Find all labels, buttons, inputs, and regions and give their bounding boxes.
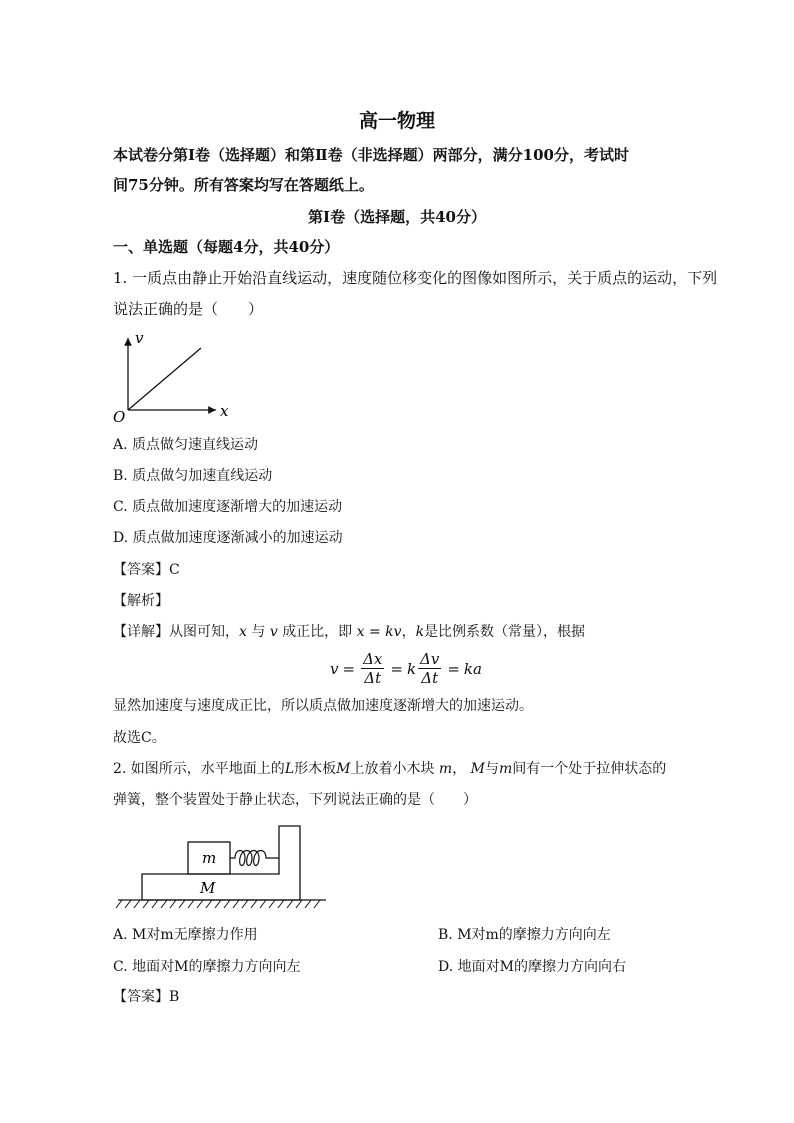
q1-detail-text-a: 【详解】从图可知， bbox=[113, 624, 239, 640]
part-title: 一、单选题（每题4分，共40分） bbox=[113, 238, 340, 256]
q1-detail-text-b: 与 bbox=[251, 624, 266, 640]
q1-y-axis-label: v bbox=[135, 329, 144, 347]
q1-formula-den-1: Δt bbox=[364, 669, 382, 687]
q1-formula bbox=[330, 650, 482, 687]
q2-stem-var-M2: M bbox=[470, 761, 485, 777]
q2-stem-var-m2: m bbox=[498, 761, 513, 777]
q1-formula-lhs: v bbox=[330, 659, 339, 678]
q1-option-d: D. 质点做加速度逐渐减小的加速运动 bbox=[113, 530, 343, 546]
q2-option-c: C. 地面对M的摩擦力方向向左 bbox=[113, 959, 301, 975]
q1-origin-label: O bbox=[113, 408, 126, 426]
q1-velocity-position-graph bbox=[110, 328, 240, 426]
q2-stem-text-d: ， bbox=[452, 761, 467, 777]
q2-stem-var-M: M bbox=[336, 761, 351, 777]
q2-option-d: D. 地面对M的摩擦力方向向右 bbox=[438, 959, 626, 975]
q1-answer: 【答案】C bbox=[113, 562, 180, 578]
q1-x-axis-label: x bbox=[220, 402, 229, 420]
q1-detail bbox=[113, 622, 585, 642]
q1-formula-fraction-2 bbox=[418, 650, 441, 687]
q1-stem-line-2: 说法正确的是（ ） bbox=[113, 300, 264, 318]
q1-detail-var-k: k bbox=[415, 624, 425, 640]
q2-stem-text-e: 与 bbox=[484, 761, 499, 777]
q1-formula-k: k bbox=[406, 659, 417, 678]
q1-stem-line-1: 1. 一质点由静止开始沿直线运动，速度随位移变化的图像如图所示，关于质点的运动，下列 bbox=[113, 269, 718, 287]
q1-formula-fraction-1 bbox=[361, 650, 384, 687]
section-title: 第Ⅰ卷（选择题，共40分） bbox=[308, 208, 486, 226]
q2-board-label: M bbox=[200, 879, 216, 897]
q1-detail-equation: x = kv bbox=[356, 624, 402, 640]
q1-formula-eq-1: = bbox=[342, 659, 356, 678]
q2-answer: 【答案】B bbox=[113, 989, 180, 1005]
q1-option-c: C. 质点做加速度逐渐增大的加速运动 bbox=[113, 499, 343, 515]
q1-detail-var-x: x bbox=[239, 624, 247, 640]
intro-line-1: 本试卷分第Ⅰ卷（选择题）和第Ⅱ卷（非选择题）两部分，满分100分，考试时 bbox=[113, 146, 629, 164]
q2-stem-text-c: 上放着小木块 bbox=[350, 761, 435, 777]
q1-graph-line bbox=[128, 348, 201, 410]
q2-spring bbox=[230, 851, 279, 866]
q2-option-a: A. M对m无摩擦力作用 bbox=[113, 927, 258, 943]
q1-detail-text-e: 是比例系数（常量），根据 bbox=[424, 624, 586, 640]
q1-formula-num-1: Δx bbox=[363, 650, 383, 668]
q1-formula-eq-2: = bbox=[390, 659, 403, 678]
q2-ground-hatching bbox=[116, 900, 320, 908]
q2-stem-var-m: m bbox=[438, 761, 453, 777]
intro-line-2: 间75分钟。所有答案均写在答题纸上。 bbox=[113, 176, 374, 194]
q1-detail-text-d: ， bbox=[401, 624, 416, 640]
q2-small-block-label: m bbox=[202, 849, 217, 867]
q2-stem-text-f: 间有一个处于拉伸状态的 bbox=[512, 761, 667, 777]
q1-formula-rhs: ka bbox=[463, 659, 482, 678]
q2-stem-var-L: L bbox=[284, 761, 295, 777]
q2-stem-line-2: 弹簧，整个装置处于静止状态，下列说法正确的是（ ） bbox=[113, 792, 477, 808]
q1-formula-eq-3: = bbox=[447, 659, 460, 678]
page-title: 高一物理 bbox=[358, 110, 435, 132]
q2-stem-text-a: 2. 如图所示，水平地面上的 bbox=[113, 761, 285, 777]
q1-detail-text-c: 成正比，即 bbox=[282, 624, 353, 640]
q1-formula-num-2: Δv bbox=[420, 650, 440, 668]
q2-spring-block-figure bbox=[114, 822, 330, 914]
q1-choose: 故选C。 bbox=[113, 730, 166, 746]
q1-formula-den-2: Δt bbox=[421, 669, 439, 687]
q2-option-b: B. M对m的摩擦力方向向左 bbox=[438, 927, 611, 943]
q1-option-b: B. 质点做匀加速直线运动 bbox=[113, 468, 273, 484]
q2-stem-line-1 bbox=[113, 759, 666, 779]
q1-option-a: A. 质点做匀速直线运动 bbox=[113, 437, 259, 453]
q2-l-board bbox=[142, 826, 300, 900]
q1-analysis-label: 【解析】 bbox=[113, 593, 169, 609]
q1-detail-var-v: v bbox=[269, 624, 278, 640]
q2-stem-text-b: 形木板 bbox=[294, 761, 337, 777]
q1-conclusion: 显然加速度与速度成正比，所以质点做加速度逐渐增大的加速运动。 bbox=[113, 698, 533, 714]
